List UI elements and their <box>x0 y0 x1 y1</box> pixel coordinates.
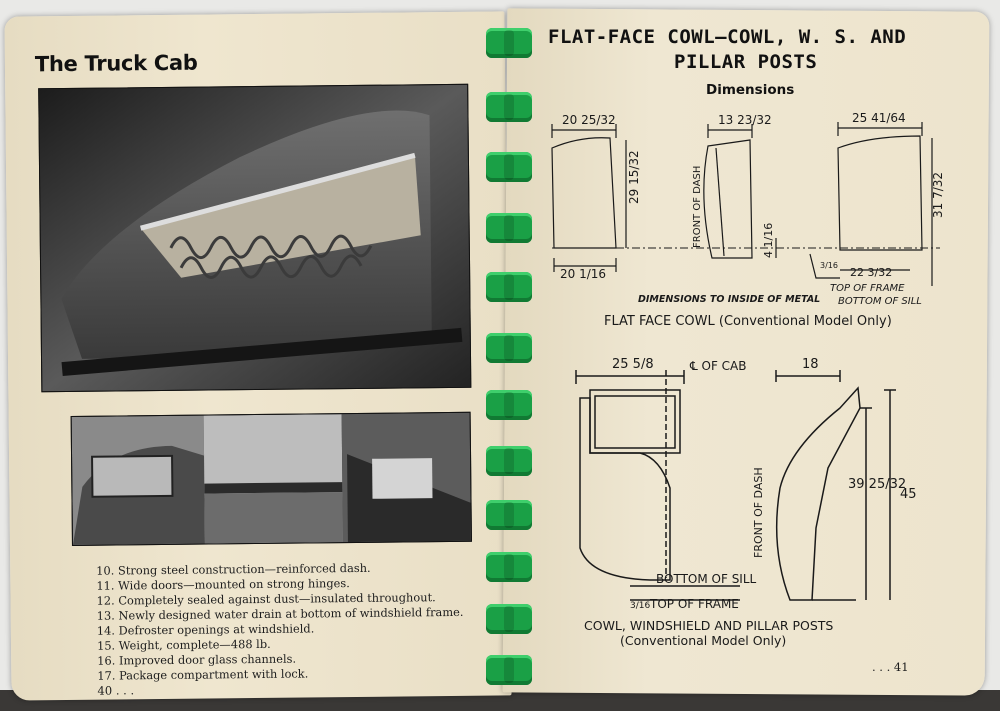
cab-cutaway-photo <box>38 84 471 392</box>
spiral-binding-ring <box>486 655 532 685</box>
dimension-note: DIMENSIONS TO INSIDE OF METAL <box>638 294 821 305</box>
dim-width-cab: 25 5/8 <box>612 357 654 372</box>
list-item: 16. Improved door glass channels. <box>97 651 297 668</box>
dim-bottom-a: 20 1/16 <box>560 267 607 281</box>
spiral-binding-ring <box>486 92 532 122</box>
page-number: 40 . . . <box>97 683 135 698</box>
spiral-binding-ring <box>486 28 532 58</box>
page-title: FLAT-FACE COWL—COWL, W. S. AND <box>548 26 907 48</box>
spiral-binding-ring <box>486 604 532 634</box>
list-item: 10. Strong steel construction—reinforced dash. <box>96 560 371 578</box>
dim-width-c: 25 41/64 <box>852 111 906 125</box>
front-of-dash-label: FRONT OF DASH <box>692 165 703 248</box>
top-of-frame-label: TOP OF FRAME <box>830 283 905 294</box>
dim-height-inner: 39 25/32 <box>848 477 907 492</box>
dim-small-bottom: 3/16 <box>630 601 651 611</box>
list-item: 13. Newly designed water drain at bottom of windshield frame. <box>96 604 464 623</box>
spiral-binding-ring <box>486 390 532 420</box>
bottom-of-sill-label: BOTTOM OF SILL <box>838 296 922 307</box>
caption-conventional: (Conventional Model Only) <box>620 633 787 648</box>
spiral-binding-ring <box>486 500 532 530</box>
section-subtitle: Dimensions <box>706 82 795 98</box>
dim-width-a: 20 25/32 <box>562 113 616 127</box>
dimension-diagram <box>540 108 960 668</box>
spiral-binding-ring <box>486 152 532 182</box>
spiral-binding-ring <box>486 333 532 363</box>
spiral-binding-ring <box>486 272 532 302</box>
dim-bottom-c: 22 3/32 <box>850 266 893 279</box>
bottom-of-sill-label-2: BOTTOM OF SILL <box>656 572 757 586</box>
dim-width-post: 18 <box>802 357 819 372</box>
list-item: 15. Weight, complete—488 lb. <box>96 636 271 653</box>
cl-of-cab-label: ℄ OF CAB <box>690 359 747 373</box>
top-of-frame-label-2: TOP OF FRAME <box>650 597 739 611</box>
list-item: 14. Defroster openings at windshield. <box>96 621 315 638</box>
cab-detail-photos <box>71 412 472 546</box>
list-item: 12. Completely sealed against dust—insulated throughout. <box>96 590 436 608</box>
page-title-line2: PILLAR POSTS <box>674 51 818 73</box>
spiral-binding-ring <box>486 446 532 476</box>
caption-flat-face-cowl: FLAT FACE COWL (Conventional Model Only) <box>604 314 892 329</box>
front-of-dash-label-2: FRONT OF DASH <box>752 467 765 558</box>
list-item: 11. Wide doors—mounted on strong hinges. <box>96 576 350 593</box>
caption-cowl-windshield: COWL, WINDSHIELD AND PILLAR POSTS <box>584 618 834 633</box>
left-page <box>4 11 511 700</box>
page-number-right: . . . 41 <box>872 660 909 674</box>
list-item: 17. Package compartment with lock. <box>97 666 309 683</box>
dim-small-c: 3/16 <box>820 261 838 270</box>
spiral-binding-ring <box>486 213 532 243</box>
dim-width-b: 13 23/32 <box>718 113 772 127</box>
feature-list <box>96 560 464 684</box>
page-title: The Truck Cab <box>34 50 198 77</box>
dim-height-a: 29 15/32 <box>627 150 641 204</box>
spiral-binding-ring <box>486 552 532 582</box>
dim-offset-b: 4 1/16 <box>762 222 775 258</box>
dim-height-c: 31 7/32 <box>931 171 945 218</box>
dim-height-outer: 45 <box>900 487 917 502</box>
